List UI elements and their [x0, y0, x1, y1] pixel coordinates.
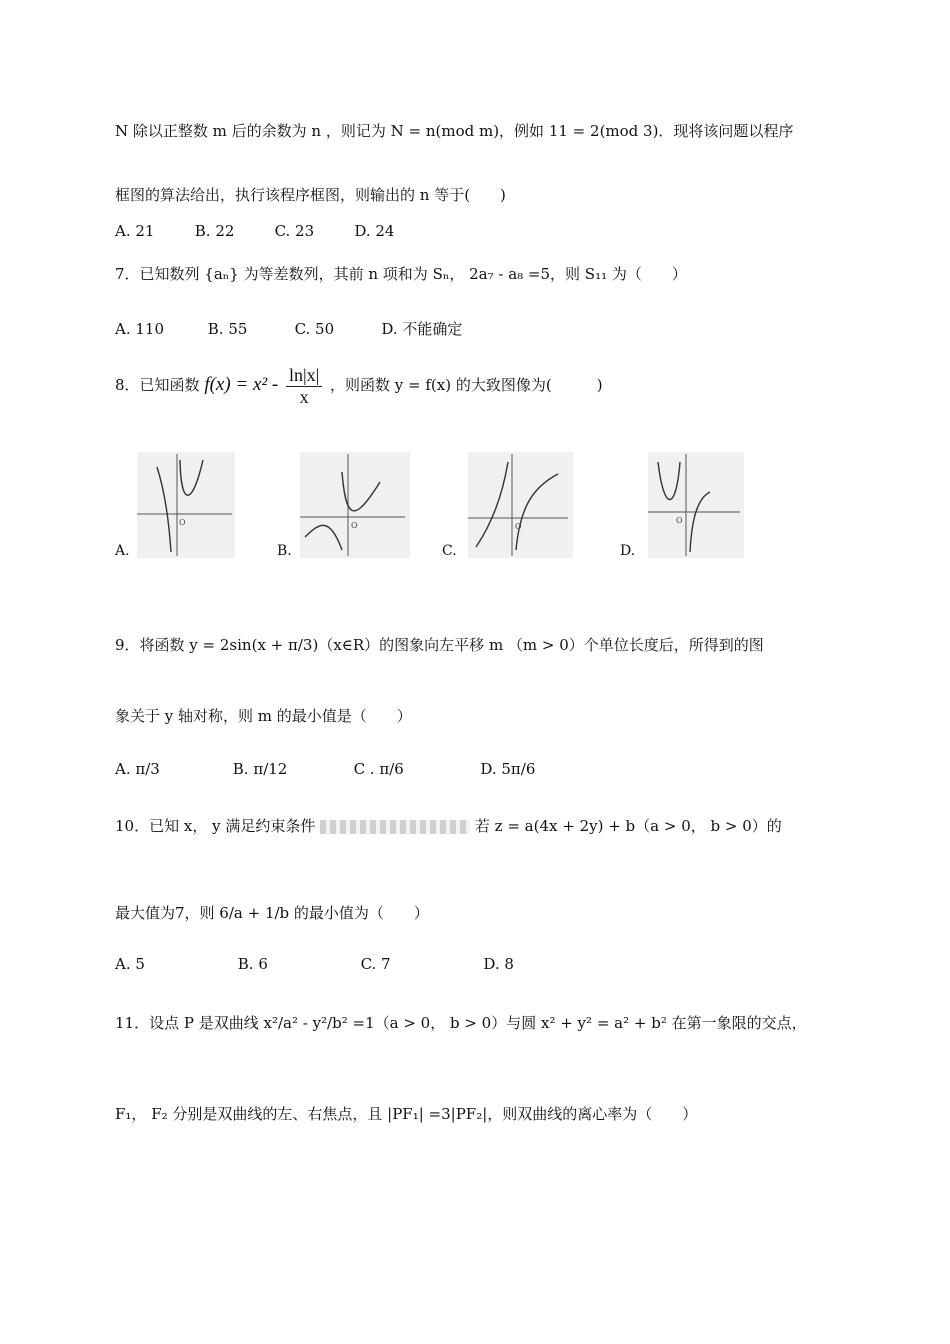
q6-options — [115, 222, 394, 240]
q6-option-b: B. 22 — [194, 222, 235, 240]
constraint-image — [320, 820, 470, 834]
q7-option-b: B. 55 — [207, 320, 248, 338]
graph-label-c: C. — [442, 543, 457, 559]
q10-option-c: C. 7 — [360, 955, 391, 973]
graph-label-a: A. — [115, 543, 130, 559]
graph-b — [300, 452, 410, 558]
q9-line2: 象关于 y 轴对称，则 m 的最小值是（ ） — [115, 707, 412, 725]
q10-options — [115, 955, 514, 973]
graph-a — [137, 452, 235, 558]
q7-option-d: D. 不能确定 — [381, 320, 463, 338]
q8-fraction — [286, 365, 322, 407]
q10-option-d: D. 8 — [483, 955, 514, 973]
q10-line1-post: 若 z = a(4x + 2y) + b（a > 0， b > 0）的 — [474, 817, 782, 835]
q9-option-b: B. π/12 — [232, 760, 288, 778]
q8-frac-num: ln|x| — [286, 365, 322, 387]
q9-line1: 9．将函数 y = 2sin(x + π/3)（x∈R）的图象向左平移 m （m > 0）个单位长度后，所得到的图 — [115, 636, 764, 654]
q9-option-c: C . π/6 — [353, 760, 404, 778]
svg-text:O: O — [179, 518, 186, 527]
q11-line2: F₁， F₂ 分别是双曲线的左、右焦点，且 |PF₁| =3|PF₂|，则双曲线的离心率为（ ） — [115, 1105, 698, 1123]
q7-stem: 7．已知数列 {aₙ} 为等差数列，其前 n 项和为 Sₙ， 2a₇ - a₈ =5，则 S₁₁ 为（ ） — [115, 265, 687, 283]
q10-line1 — [115, 815, 782, 836]
q10-option-a: A. 5 — [115, 955, 145, 973]
q7-options — [115, 318, 462, 339]
q10-line2: 最大值为7，则 6/a + 1/b 的最小值为（ ） — [115, 904, 429, 922]
q11-line1: 11．设点 P 是双曲线 x²/a² - y²/b² =1（a > 0， b > 0）与圆 x² + y² = a² + b² 在第一象限的交点， — [115, 1014, 807, 1032]
q6-line1: N 除以正整数 m 后的余数为 n ，则记为 N = n(mod m)，例如 11 = 2(mod 3)．现将该问题以程序 — [115, 122, 794, 140]
q10-line1-pre: 10．已知 x， y 满足约束条件 — [115, 817, 316, 835]
q8-stem — [115, 365, 603, 407]
q8-function: f(x) = x² - — [204, 374, 279, 396]
svg-text:O: O — [515, 522, 522, 531]
q10-option-b: B. 6 — [237, 955, 268, 973]
graph-label-d: D. — [620, 543, 636, 559]
graph-d — [648, 452, 744, 558]
q9-options — [115, 760, 535, 778]
q6-option-c: C. 23 — [274, 222, 315, 240]
svg-text:O: O — [351, 521, 358, 530]
q7-option-c: C. 50 — [294, 320, 335, 338]
q9-option-a: A. π/3 — [115, 760, 160, 778]
q8-stem-pre: 8．已知函数 — [115, 376, 200, 395]
svg-text:O: O — [676, 516, 683, 525]
q8-frac-den: x — [299, 386, 309, 407]
q6-option-d: D. 24 — [354, 222, 395, 240]
q8-stem-post: ，则函数 y = f(x) 的大致图像为( ) — [330, 376, 603, 395]
q6-option-a: A. 21 — [115, 222, 155, 240]
graph-c — [468, 452, 573, 558]
q6-line2: 框图的算法给出，执行该程序框图，则输出的 n 等于( ) — [115, 186, 506, 204]
q9-option-d: D. 5π/6 — [480, 760, 536, 778]
q7-option-a: A. 110 — [115, 320, 164, 338]
graph-label-b: B. — [277, 543, 292, 559]
